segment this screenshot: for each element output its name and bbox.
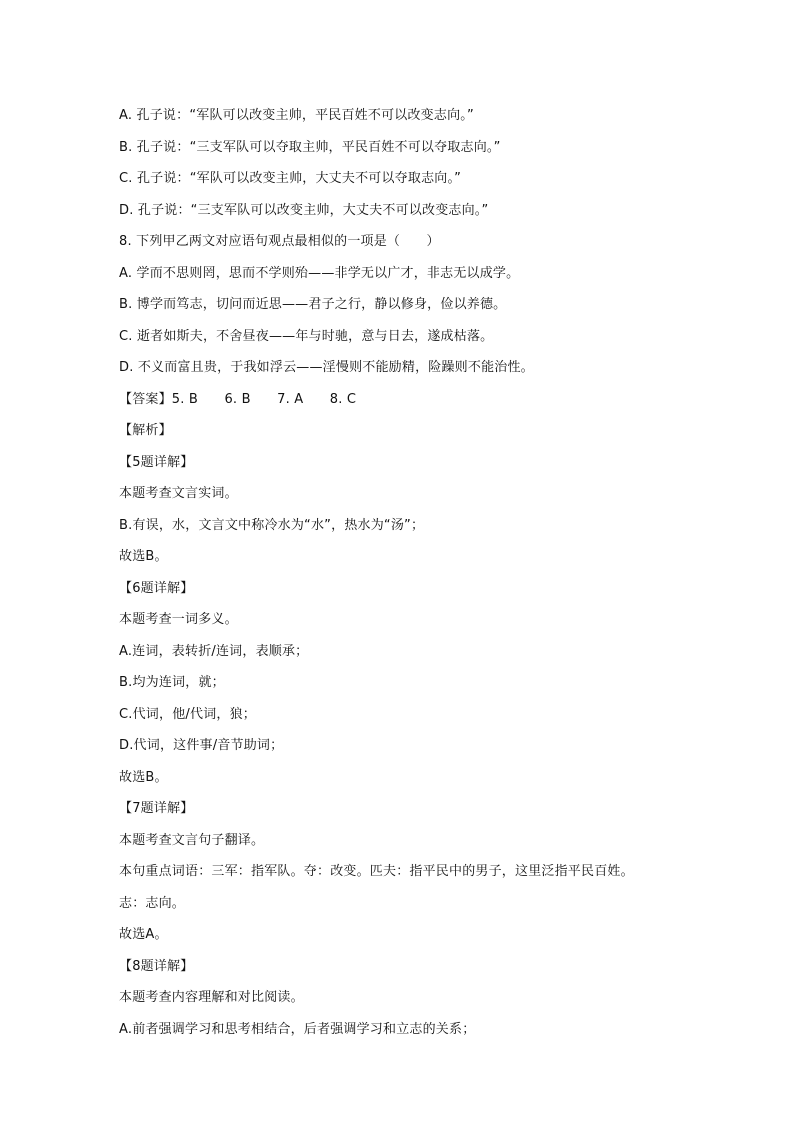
- q7-key-words: 本句重点词语：三军：指军队。夺：改变。匹夫：指平民中的男子，这里泛指平民百姓。: [119, 864, 634, 879]
- option-d-q8: D. 不义而富且贵，于我如浮云——淫慢则不能励精，险躁则不能治性。: [119, 360, 534, 375]
- q5-explanation: B.有误，水，文言文中称冷水为“水”，热水为“汤”；: [119, 517, 425, 533]
- q6-topic: 本题考查一词多义。: [119, 612, 238, 627]
- option-d-q7: D. 孔子说：“三支军队可以改变主帅，大丈夫不可以改变志向。”: [119, 202, 489, 218]
- q7-topic: 本题考查文言句子翻译。: [119, 832, 265, 848]
- q6-detail-heading: 【6题详解】: [119, 580, 194, 596]
- q7-choice: 故选A。: [119, 927, 168, 942]
- option-b-q8: B. 博学而笃志，切问而近思——君子之行，静以修身，俭以养德。: [119, 297, 507, 312]
- analysis-heading: 【解析】: [119, 423, 172, 438]
- q6-explanation-b: B.均为连词，就；: [119, 675, 225, 690]
- option-a-q7: A. 孔子说：“军队可以改变主帅，平民百姓不可以改变志向。”: [119, 108, 474, 123]
- option-c-q8: C. 逝者如斯夫，不舍昼夜——年与时驰，意与日去，遂成枯落。: [119, 328, 494, 344]
- option-b-q7: B. 孔子说：“三支军队可以夺取主帅，平民百姓不可以夺取志向。”: [119, 139, 501, 155]
- option-c-q7: C. 孔子说：“军队可以改变主帅，大丈夫不可以夺取志向。”: [119, 171, 462, 186]
- q8-detail-heading: 【8题详解】: [119, 958, 194, 974]
- q6-choice: 故选B。: [119, 769, 168, 785]
- q5-choice: 故选B。: [119, 549, 168, 564]
- q7-key-words-cont: 志：志向。: [119, 895, 186, 911]
- q8-explanation-a: A.前者强调学习和思考相结合，后者强调学习和立志的关系；: [119, 1021, 476, 1037]
- q8-topic: 本题考查内容理解和对比阅读。: [119, 990, 304, 1005]
- q6-explanation-a: A.连词，表转折/连词，表顺承；: [119, 643, 309, 659]
- question-8: 8. 下列甲乙两文对应语句观点最相似的一项是（ ）: [119, 234, 440, 249]
- q6-explanation-d: D.代词，这件事/音节助词；: [119, 738, 284, 753]
- q6-explanation-c: C.代词，他/代词，狼；: [119, 706, 256, 722]
- q7-detail-heading: 【7题详解】: [119, 801, 194, 816]
- q5-topic: 本题考查文言实词。: [119, 486, 238, 501]
- option-a-q8: A. 学而不思则罔，思而不学则殆——非学无以广才，非志无以成学。: [119, 265, 520, 281]
- q5-detail-heading: 【5题详解】: [119, 454, 194, 470]
- answer-line: 【答案】5. B 6. B 7. A 8. C: [119, 391, 357, 407]
- document-page: [119, 100, 719, 1045]
